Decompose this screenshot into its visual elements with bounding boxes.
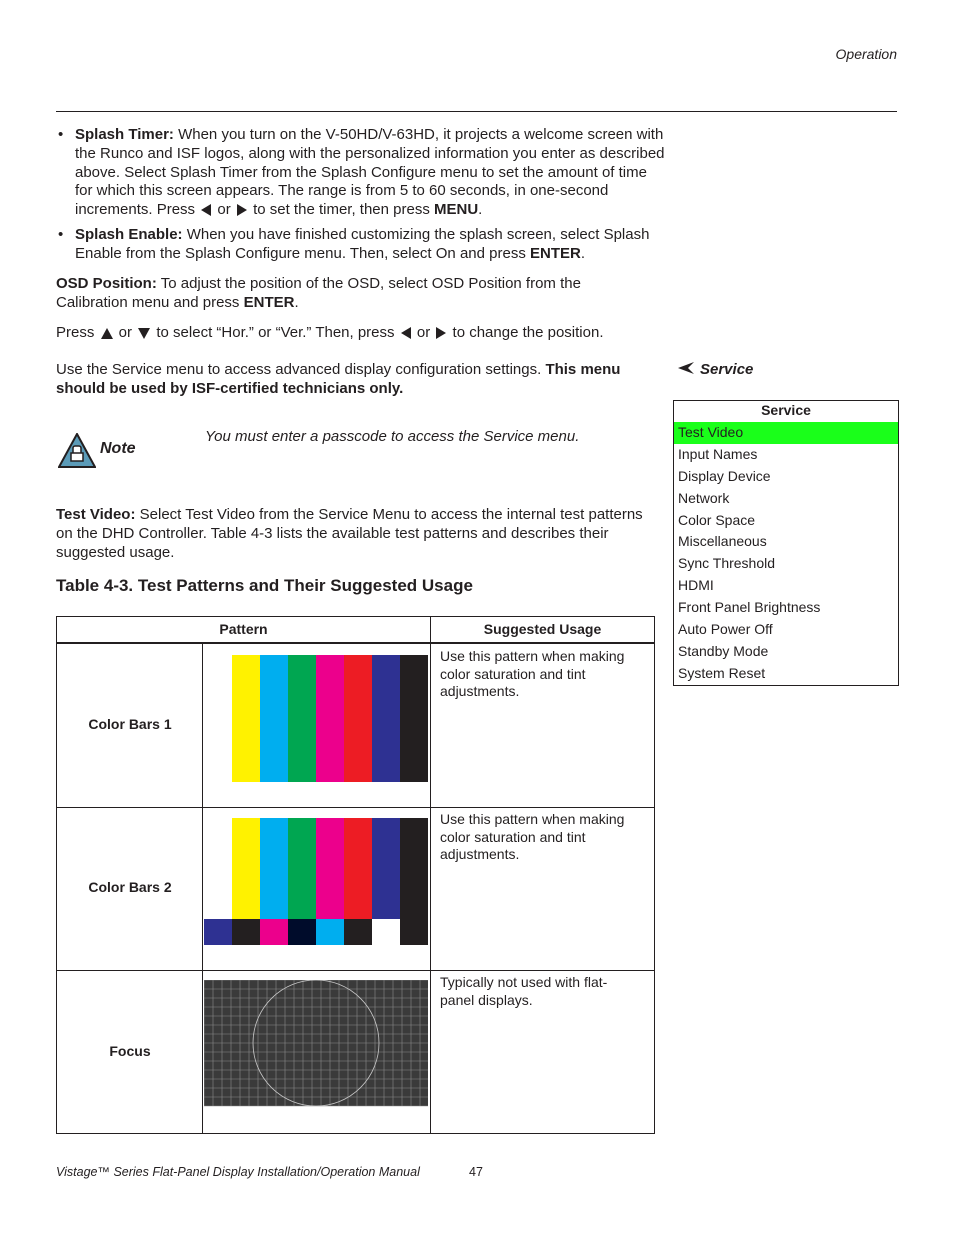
menu-item-color-space[interactable]: Color Space: [678, 511, 756, 528]
left-arrow-icon: [201, 204, 211, 216]
color-bar: [288, 655, 316, 782]
menu-item-network[interactable]: Network: [678, 489, 730, 506]
row-label-focus: Focus: [109, 1043, 151, 1059]
test-patterns-table: [56, 616, 655, 1134]
pointer-arrow-icon: [678, 362, 694, 374]
right-arrow-icon: [237, 204, 247, 216]
color-bar-bottom: [204, 919, 232, 945]
header-rule: [56, 111, 897, 112]
test-video-paragraph: Test Video: Select Test Video from the Service Menu to access the internal test patterns on the DHD Controller. Table 4-3 lists the available test patterns and describes their suggested usage.: [56, 506, 643, 561]
color-bar: [344, 818, 372, 919]
footer-manual-title: Vistage™ Series Flat-Panel Display Installation/Operation Manual: [56, 1165, 420, 1179]
color-bar: [344, 655, 372, 782]
color-bar: [372, 818, 400, 919]
down-arrow-icon: [138, 328, 150, 339]
menu-item-hdmi[interactable]: HDMI: [678, 577, 714, 594]
header-divider: [57, 642, 654, 644]
color-bars-1-pattern: [232, 655, 428, 782]
column-divider: [430, 617, 431, 1133]
color-bar: [260, 818, 288, 919]
color-bar: [372, 655, 400, 782]
menu-key: MENU: [434, 201, 479, 219]
note-label: Note: [100, 440, 136, 457]
up-arrow-icon: [101, 328, 113, 339]
bullet-dot: •: [58, 226, 64, 243]
right-arrow-icon: [436, 327, 446, 339]
note-text: You must enter a passcode to access the Service menu.: [205, 428, 580, 445]
left-arrow-icon: [401, 327, 411, 339]
menu-item-auto-power-off[interactable]: Auto Power Off: [678, 621, 773, 638]
usage-focus: Typically not used with flat-panel displays.: [440, 974, 608, 1008]
menu-item-system-reset[interactable]: System Reset: [678, 664, 766, 681]
menu-item-input-names[interactable]: Input Names: [678, 445, 758, 462]
note-warning-icon: [58, 433, 96, 474]
row-label-color-bars-2: Color Bars 2: [88, 879, 172, 895]
color-bar-bottom: [372, 919, 400, 945]
row-label-color-bars-1: Color Bars 1: [88, 716, 172, 732]
color-bar: [260, 655, 288, 782]
focus-pattern: [204, 980, 428, 1107]
color-bar: [316, 818, 344, 919]
menu-item-standby-mode[interactable]: Standby Mode: [678, 642, 769, 659]
service-intro-paragraph: Use the Service menu to access advanced display configuration settings. This menu should be used by ISF-certified technicians only.: [56, 361, 621, 397]
menu-item-front-panel-brightness[interactable]: Front Panel Brightness: [678, 599, 821, 616]
service-menu: [673, 400, 899, 686]
color-bar: [232, 655, 260, 782]
color-bar: [288, 818, 316, 919]
table-header-usage: Suggested Usage: [483, 621, 602, 637]
color-bar-bottom: [260, 919, 288, 945]
color-bar-bottom: [232, 919, 260, 945]
enter-key: ENTER: [243, 293, 295, 311]
osd-position-paragraph: OSD Position: To adjust the position of the OSD, select OSD Position from the Calibration menu and press ENTER.: [56, 275, 581, 311]
osd-position-term: OSD Position:: [56, 275, 157, 292]
color-bar-bottom: [344, 919, 372, 945]
usage-color-bars-2: Use this pattern when making color saturation and tint adjustments.: [440, 811, 625, 862]
splash-enable-paragraph: Splash Enable: When you have finished customizing the splash screen, select Splash Enable from the Splash Configure menu. Then, select On and press ENTER.: [75, 226, 650, 262]
color-bar: [316, 655, 344, 782]
color-bar: [232, 818, 260, 919]
usage-color-bars-1: Use this pattern when making color saturation and tint adjustments.: [440, 648, 625, 699]
menu-item-display-device[interactable]: Display Device: [678, 467, 771, 484]
splash-timer-paragraph: Splash Timer: When you turn on the V-50HD/V-63HD, it projects a welcome screen with the Runco and ISF logos, along with the personalized information you enter as described above. Select Splash Timer from the Splash Configure menu to set the amount of time for which this screen appears. The range is from 5 to 60 seconds, in one-second increments. Press or to set the timer, then press MENU.: [75, 126, 665, 219]
color-bar: [400, 655, 428, 782]
color-bar: [400, 919, 428, 945]
menu-item-miscellaneous[interactable]: Miscellaneous: [678, 533, 767, 550]
color-bars-2-pattern: [204, 818, 428, 945]
color-bar: [400, 818, 428, 919]
footer-page-number: 47: [469, 1165, 483, 1179]
bullet-dot: •: [58, 126, 64, 143]
splash-timer-term: Splash Timer:: [75, 126, 174, 143]
splash-enable-term: Splash Enable:: [75, 226, 183, 243]
color-bar-bottom: [316, 919, 344, 945]
color-bar-bottom: [288, 919, 316, 945]
table-header-pattern: Pattern: [219, 621, 268, 637]
row-divider: [57, 807, 654, 808]
enter-key: ENTER: [529, 244, 581, 262]
service-menu-title: Service: [761, 402, 811, 418]
press-instructions: Press or to select “Hor.” or “Ver.” Then, press or to change the position.: [56, 324, 604, 341]
test-video-term: Test Video:: [56, 506, 136, 523]
menu-item-sync-threshold[interactable]: Sync Threshold: [678, 555, 776, 572]
service-heading: Service: [678, 361, 753, 378]
running-header: Operation: [835, 46, 897, 62]
menu-item-test-video[interactable]: Test Video: [674, 422, 898, 444]
row-divider: [57, 970, 654, 971]
table-title: Table 4-3. Test Patterns and Their Suggested Usage: [56, 576, 473, 595]
